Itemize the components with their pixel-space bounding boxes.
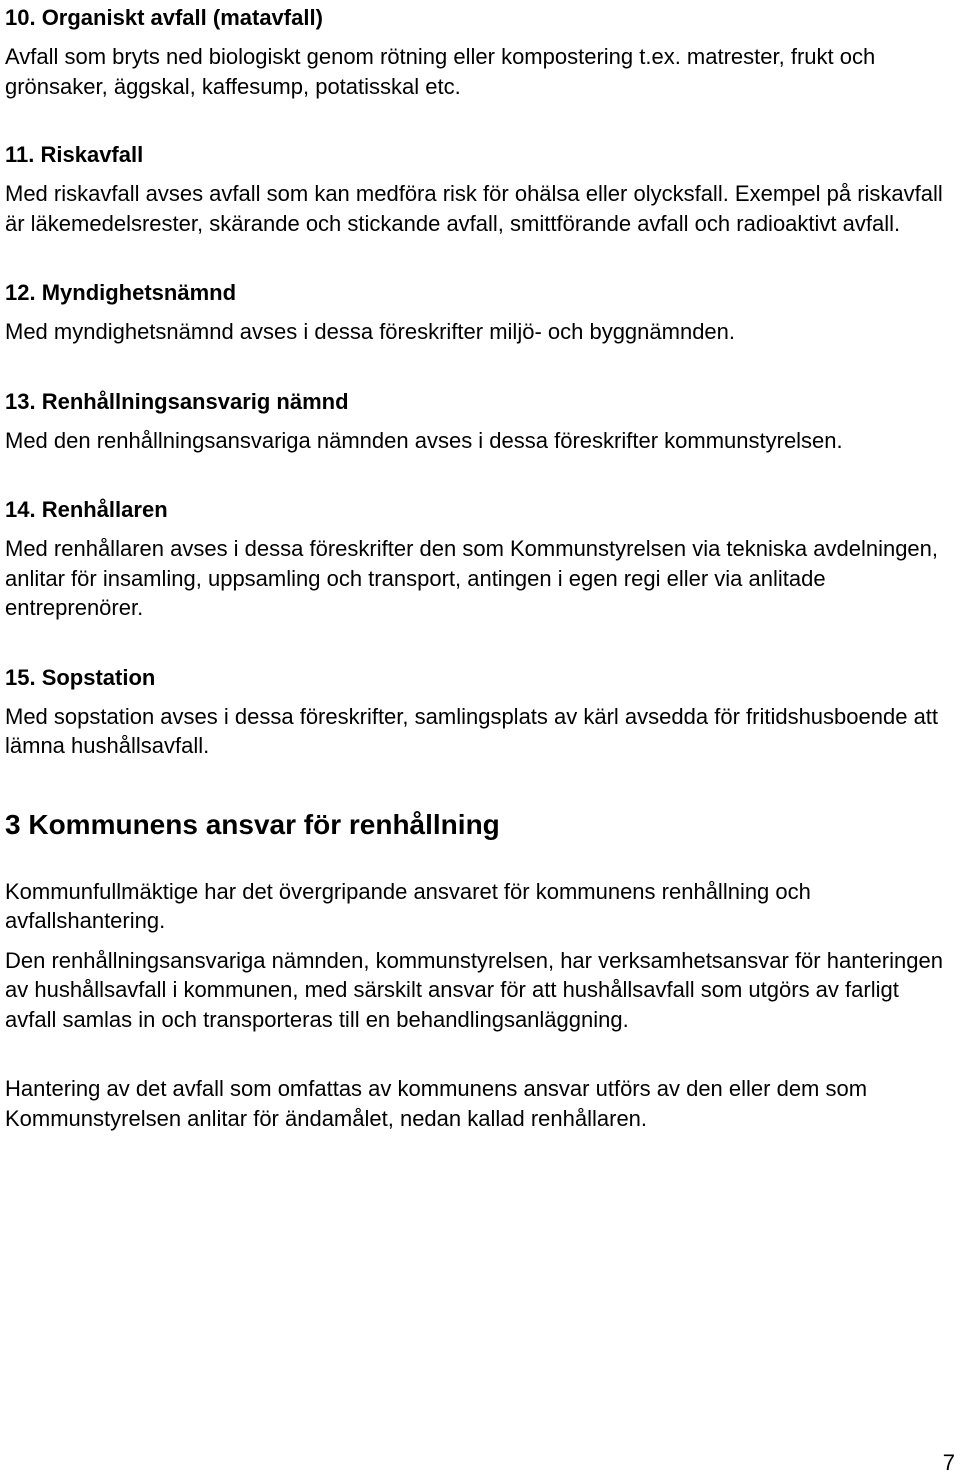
spacer	[5, 843, 955, 877]
definition-title: 13. Renhållningsansvarig nämnd	[5, 388, 349, 414]
section-heading: 3 Kommunens ansvar för renhållning	[5, 808, 500, 840]
spacer	[5, 623, 955, 663]
definition-body: Med sopstation avses i dessa föreskrifter, samlingsplats av kärl avsedda för fritidshusboende att lämna hushållsavfall.	[5, 703, 939, 758]
section-paragraph: Hantering av det avfall som omfattas av kommunens ansvar utförs av den eller dem som Kommunstyrelsen anlitar för ändamålet, nedan kallad renhållaren.	[5, 1076, 868, 1131]
definition-body: Med riskavfall avses avfall som kan medföra risk för ohälsa eller olycksfall. Exempel på riskavfall är läkemedelsrester, skärande och stickande avfall, smittförande avfall och radioaktivt avfall.	[5, 181, 943, 236]
spacer	[5, 238, 955, 278]
definition-renhallaren	[5, 495, 955, 623]
definition-body: Med den renhållningsansvariga nämnden avses i dessa föreskrifter kommunstyrelsen.	[5, 427, 843, 453]
spacer	[5, 936, 955, 946]
definition-organiskt-avfall	[5, 0, 955, 101]
definition-title: 11. Riskavfall	[5, 142, 144, 167]
spacer	[5, 101, 955, 140]
section-paragraph: Den renhållningsansvariga nämnden, kommunstyrelsen, har verksamhetsansvar för hanteringen av hushållsavfall i kommunen, med särskilt ansvar för att hushållsavfall som utgörs av farligt avfall samlas in och transporteras till en behandlingsanläggning.	[5, 947, 943, 1032]
spacer	[5, 347, 955, 387]
definition-sopstation	[5, 663, 955, 761]
definition-myndighetsnamnd	[5, 278, 955, 347]
section-paragraph: Kommunfullmäktige har det övergripande ansvaret för kommunens renhållning och avfallshantering.	[5, 878, 811, 933]
definition-title: 10. Organiskt avfall (matavfall)	[5, 5, 323, 30]
definition-riskavfall	[5, 140, 955, 238]
definition-body: Med renhållaren avses i dessa föreskrifter den som Kommunstyrelsen via tekniska avdelningen, anlitar för insamling, uppsamling och transport, antingen i egen regi eller via anlitade entreprenörer.	[5, 536, 939, 620]
definition-title: 15. Sopstation	[5, 664, 156, 690]
spacer	[5, 1034, 955, 1074]
spacer	[5, 455, 955, 495]
definition-body: Avfall som bryts ned biologiskt genom rötning eller kompostering t.ex. matrester, frukt och grönsaker, äggskal, kaffesump, potatisskal etc.	[5, 44, 876, 99]
spacer	[5, 761, 955, 807]
definition-renhallningsansvarig-namnd	[5, 387, 955, 456]
section-kommunens-ansvar	[5, 807, 955, 1134]
page-number: 7	[942, 1450, 955, 1475]
definition-body: Med myndighetsnämnd avses i dessa föreskrifter miljö- och byggnämnden.	[5, 319, 736, 344]
document-page	[5, 0, 955, 1133]
definition-title: 12. Myndighetsnämnd	[5, 280, 237, 305]
definition-title: 14. Renhållaren	[5, 497, 168, 522]
